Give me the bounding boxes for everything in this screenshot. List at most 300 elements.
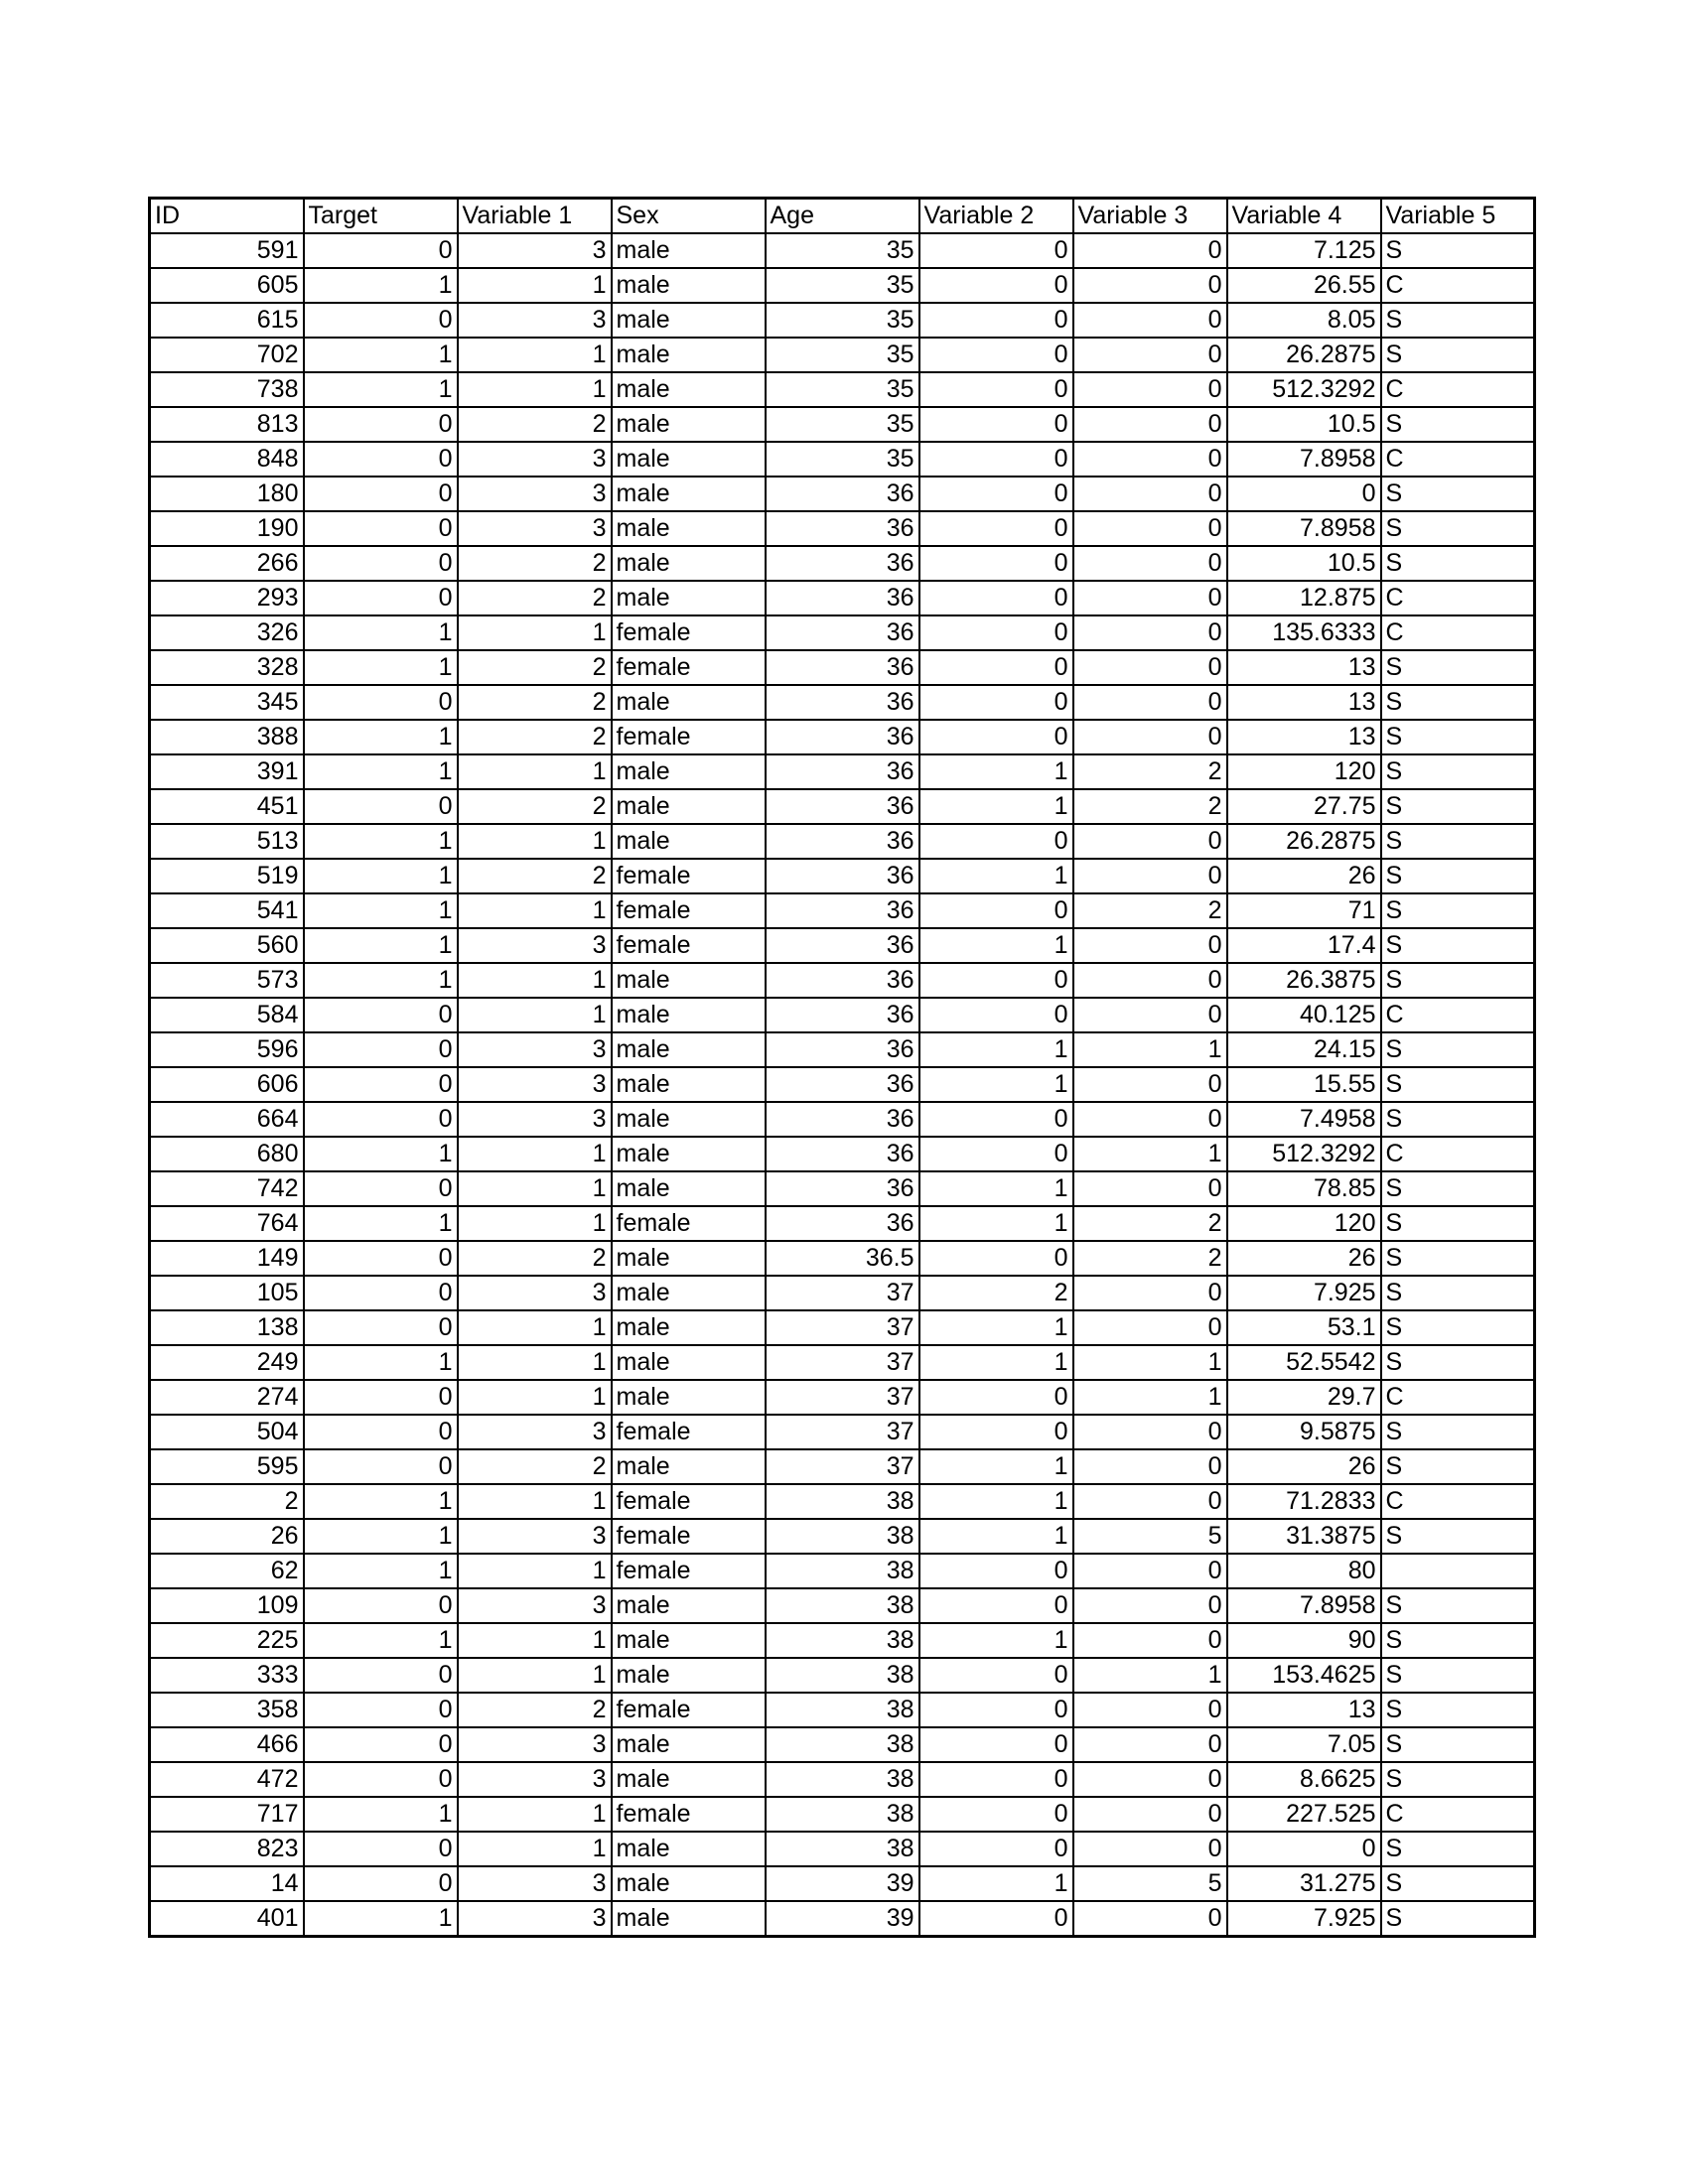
cell-variable-3: 0 xyxy=(1073,1484,1227,1519)
cell-id: 606 xyxy=(150,1067,304,1102)
cell-sex: female xyxy=(612,1415,766,1449)
cell-variable-1: 3 xyxy=(458,303,612,338)
cell-variable-3: 0 xyxy=(1073,615,1227,650)
cell-variable-4: 26 xyxy=(1227,1241,1381,1276)
cell-variable-3: 0 xyxy=(1073,650,1227,685)
cell-variable-3: 0 xyxy=(1073,1832,1227,1866)
cell-variable-1: 3 xyxy=(458,1588,612,1623)
cell-variable-3: 0 xyxy=(1073,1102,1227,1137)
cell-variable-5: S xyxy=(1381,859,1535,893)
cell-variable-4: 24.15 xyxy=(1227,1032,1381,1067)
cell-age: 35 xyxy=(766,442,919,477)
table-row xyxy=(150,1623,1535,1658)
cell-sex: female xyxy=(612,1554,766,1588)
cell-target: 1 xyxy=(304,1484,458,1519)
cell-variable-3: 0 xyxy=(1073,1310,1227,1345)
cell-sex: male xyxy=(612,1832,766,1866)
cell-variable-1: 2 xyxy=(458,789,612,824)
cell-variable-4: 153.4625 xyxy=(1227,1658,1381,1693)
cell-target: 1 xyxy=(304,720,458,754)
cell-age: 38 xyxy=(766,1693,919,1727)
cell-variable-2: 1 xyxy=(919,1171,1073,1206)
cell-age: 38 xyxy=(766,1762,919,1797)
cell-variable-2: 0 xyxy=(919,1102,1073,1137)
cell-variable-3: 0 xyxy=(1073,338,1227,372)
cell-variable-4: 12.875 xyxy=(1227,581,1381,615)
cell-variable-4: 0 xyxy=(1227,1832,1381,1866)
table-row xyxy=(150,1693,1535,1727)
table-row xyxy=(150,1415,1535,1449)
cell-variable-2: 1 xyxy=(919,1623,1073,1658)
cell-variable-4: 26.2875 xyxy=(1227,824,1381,859)
table-body xyxy=(150,233,1535,1937)
cell-variable-3: 1 xyxy=(1073,1345,1227,1380)
cell-target: 0 xyxy=(304,998,458,1032)
cell-variable-5: S xyxy=(1381,685,1535,720)
table-row xyxy=(150,789,1535,824)
cell-variable-2: 1 xyxy=(919,1310,1073,1345)
table-row xyxy=(150,511,1535,546)
cell-variable-3: 1 xyxy=(1073,1032,1227,1067)
cell-sex: male xyxy=(612,1241,766,1276)
table-row xyxy=(150,1554,1535,1588)
cell-variable-5: S xyxy=(1381,1241,1535,1276)
cell-variable-3: 0 xyxy=(1073,1901,1227,1937)
cell-variable-3: 0 xyxy=(1073,1449,1227,1484)
table-row xyxy=(150,720,1535,754)
cell-variable-5 xyxy=(1381,1554,1535,1588)
cell-variable-2: 0 xyxy=(919,963,1073,998)
cell-id: 573 xyxy=(150,963,304,998)
table-row xyxy=(150,859,1535,893)
cell-variable-4: 7.8958 xyxy=(1227,511,1381,546)
cell-target: 0 xyxy=(304,1032,458,1067)
cell-variable-3: 1 xyxy=(1073,1137,1227,1171)
cell-target: 0 xyxy=(304,1415,458,1449)
cell-variable-1: 2 xyxy=(458,581,612,615)
cell-id: 345 xyxy=(150,685,304,720)
cell-variable-3: 2 xyxy=(1073,789,1227,824)
cell-variable-2: 1 xyxy=(919,1449,1073,1484)
cell-sex: male xyxy=(612,963,766,998)
cell-variable-1: 1 xyxy=(458,1832,612,1866)
cell-sex: male xyxy=(612,998,766,1032)
table-row xyxy=(150,1137,1535,1171)
cell-id: 764 xyxy=(150,1206,304,1241)
cell-id: 138 xyxy=(150,1310,304,1345)
cell-variable-3: 0 xyxy=(1073,685,1227,720)
cell-variable-2: 1 xyxy=(919,1484,1073,1519)
cell-variable-1: 3 xyxy=(458,1519,612,1554)
cell-age: 36 xyxy=(766,928,919,963)
cell-id: 401 xyxy=(150,1901,304,1937)
table-row xyxy=(150,1449,1535,1484)
cell-id: 664 xyxy=(150,1102,304,1137)
cell-variable-5: S xyxy=(1381,1415,1535,1449)
cell-variable-4: 135.6333 xyxy=(1227,615,1381,650)
cell-variable-3: 0 xyxy=(1073,1797,1227,1832)
table-row xyxy=(150,1832,1535,1866)
cell-sex: male xyxy=(612,233,766,268)
cell-variable-1: 1 xyxy=(458,1554,612,1588)
cell-age: 36 xyxy=(766,650,919,685)
cell-variable-3: 0 xyxy=(1073,477,1227,511)
cell-sex: female xyxy=(612,615,766,650)
cell-age: 35 xyxy=(766,268,919,303)
cell-sex: male xyxy=(612,1901,766,1937)
cell-sex: male xyxy=(612,1067,766,1102)
cell-variable-2: 1 xyxy=(919,1206,1073,1241)
cell-sex: male xyxy=(612,1345,766,1380)
cell-age: 36 xyxy=(766,511,919,546)
cell-variable-5: S xyxy=(1381,963,1535,998)
cell-id: 605 xyxy=(150,268,304,303)
cell-variable-5: C xyxy=(1381,1380,1535,1415)
cell-variable-5: S xyxy=(1381,1866,1535,1901)
cell-variable-1: 1 xyxy=(458,1380,612,1415)
table-row xyxy=(150,1797,1535,1832)
cell-target: 0 xyxy=(304,789,458,824)
cell-target: 0 xyxy=(304,1449,458,1484)
cell-variable-4: 7.125 xyxy=(1227,233,1381,268)
cell-variable-5: S xyxy=(1381,546,1535,581)
cell-variable-4: 78.85 xyxy=(1227,1171,1381,1206)
cell-variable-5: S xyxy=(1381,928,1535,963)
cell-age: 38 xyxy=(766,1832,919,1866)
cell-target: 1 xyxy=(304,268,458,303)
cell-variable-3: 0 xyxy=(1073,720,1227,754)
cell-sex: male xyxy=(612,685,766,720)
cell-id: 62 xyxy=(150,1554,304,1588)
cell-variable-5: S xyxy=(1381,511,1535,546)
cell-variable-4: 31.275 xyxy=(1227,1866,1381,1901)
cell-target: 0 xyxy=(304,1588,458,1623)
cell-age: 38 xyxy=(766,1554,919,1588)
data-table xyxy=(148,197,1536,1938)
cell-sex: female xyxy=(612,928,766,963)
cell-target: 1 xyxy=(304,1519,458,1554)
cell-variable-2: 0 xyxy=(919,1658,1073,1693)
cell-sex: male xyxy=(612,824,766,859)
cell-id: 596 xyxy=(150,1032,304,1067)
cell-sex: male xyxy=(612,754,766,789)
cell-variable-2: 1 xyxy=(919,859,1073,893)
cell-variable-2: 0 xyxy=(919,615,1073,650)
table-row xyxy=(150,1276,1535,1310)
table-row xyxy=(150,998,1535,1032)
cell-age: 35 xyxy=(766,233,919,268)
cell-id: 266 xyxy=(150,546,304,581)
cell-sex: male xyxy=(612,1171,766,1206)
cell-sex: male xyxy=(612,1866,766,1901)
cell-variable-3: 0 xyxy=(1073,1276,1227,1310)
cell-variable-4: 40.125 xyxy=(1227,998,1381,1032)
cell-sex: male xyxy=(612,789,766,824)
table-row xyxy=(150,824,1535,859)
cell-sex: male xyxy=(612,477,766,511)
cell-sex: male xyxy=(612,581,766,615)
cell-sex: female xyxy=(612,1519,766,1554)
cell-target: 1 xyxy=(304,859,458,893)
cell-variable-1: 3 xyxy=(458,511,612,546)
cell-variable-3: 2 xyxy=(1073,1241,1227,1276)
cell-variable-1: 1 xyxy=(458,1484,612,1519)
cell-sex: male xyxy=(612,1137,766,1171)
table-row xyxy=(150,407,1535,442)
cell-sex: female xyxy=(612,1206,766,1241)
cell-variable-1: 1 xyxy=(458,1797,612,1832)
cell-variable-3: 0 xyxy=(1073,1727,1227,1762)
cell-variable-2: 0 xyxy=(919,1554,1073,1588)
column-header-variable-5: Variable 5 xyxy=(1381,199,1535,234)
cell-variable-3: 0 xyxy=(1073,928,1227,963)
cell-variable-2: 0 xyxy=(919,1241,1073,1276)
cell-target: 1 xyxy=(304,928,458,963)
cell-target: 1 xyxy=(304,1137,458,1171)
cell-id: 109 xyxy=(150,1588,304,1623)
cell-variable-1: 1 xyxy=(458,1137,612,1171)
cell-age: 37 xyxy=(766,1310,919,1345)
cell-variable-2: 1 xyxy=(919,1866,1073,1901)
cell-variable-2: 0 xyxy=(919,1380,1073,1415)
cell-variable-4: 120 xyxy=(1227,754,1381,789)
cell-id: 615 xyxy=(150,303,304,338)
cell-variable-4: 71 xyxy=(1227,893,1381,928)
cell-variable-4: 13 xyxy=(1227,1693,1381,1727)
cell-target: 0 xyxy=(304,1276,458,1310)
cell-variable-3: 0 xyxy=(1073,1588,1227,1623)
cell-target: 1 xyxy=(304,1623,458,1658)
cell-age: 37 xyxy=(766,1276,919,1310)
cell-variable-5: C xyxy=(1381,372,1535,407)
cell-variable-1: 1 xyxy=(458,372,612,407)
cell-age: 38 xyxy=(766,1519,919,1554)
cell-variable-5: C xyxy=(1381,1797,1535,1832)
cell-variable-2: 0 xyxy=(919,998,1073,1032)
cell-variable-4: 26.55 xyxy=(1227,268,1381,303)
cell-age: 38 xyxy=(766,1623,919,1658)
table-row xyxy=(150,650,1535,685)
cell-variable-5: S xyxy=(1381,1727,1535,1762)
cell-age: 36 xyxy=(766,893,919,928)
cell-id: 541 xyxy=(150,893,304,928)
cell-id: 249 xyxy=(150,1345,304,1380)
cell-variable-5: S xyxy=(1381,1588,1535,1623)
cell-age: 36 xyxy=(766,1032,919,1067)
column-header-variable-1: Variable 1 xyxy=(458,199,612,234)
cell-variable-4: 26 xyxy=(1227,1449,1381,1484)
cell-variable-5: S xyxy=(1381,650,1535,685)
column-header-variable-2: Variable 2 xyxy=(919,199,1073,234)
cell-target: 0 xyxy=(304,1171,458,1206)
cell-variable-1: 2 xyxy=(458,1241,612,1276)
cell-age: 38 xyxy=(766,1797,919,1832)
cell-variable-2: 0 xyxy=(919,720,1073,754)
cell-id: 333 xyxy=(150,1658,304,1693)
table-row xyxy=(150,442,1535,477)
cell-target: 0 xyxy=(304,477,458,511)
table-row xyxy=(150,268,1535,303)
cell-variable-4: 7.8958 xyxy=(1227,442,1381,477)
cell-age: 36 xyxy=(766,1137,919,1171)
cell-target: 0 xyxy=(304,1241,458,1276)
cell-id: 717 xyxy=(150,1797,304,1832)
cell-target: 0 xyxy=(304,442,458,477)
cell-target: 0 xyxy=(304,1866,458,1901)
cell-variable-2: 1 xyxy=(919,1032,1073,1067)
cell-variable-1: 1 xyxy=(458,963,612,998)
cell-sex: male xyxy=(612,268,766,303)
cell-id: 149 xyxy=(150,1241,304,1276)
cell-age: 39 xyxy=(766,1866,919,1901)
cell-variable-3: 0 xyxy=(1073,963,1227,998)
cell-variable-1: 2 xyxy=(458,720,612,754)
cell-age: 36 xyxy=(766,615,919,650)
table-row xyxy=(150,1380,1535,1415)
cell-age: 35 xyxy=(766,338,919,372)
cell-age: 38 xyxy=(766,1484,919,1519)
cell-variable-2: 0 xyxy=(919,685,1073,720)
cell-sex: female xyxy=(612,893,766,928)
cell-variable-1: 1 xyxy=(458,1310,612,1345)
cell-age: 38 xyxy=(766,1588,919,1623)
cell-variable-3: 0 xyxy=(1073,1067,1227,1102)
cell-target: 1 xyxy=(304,824,458,859)
cell-target: 0 xyxy=(304,1658,458,1693)
cell-variable-3: 0 xyxy=(1073,546,1227,581)
cell-variable-2: 0 xyxy=(919,268,1073,303)
cell-variable-5: S xyxy=(1381,1345,1535,1380)
cell-variable-5: S xyxy=(1381,1519,1535,1554)
cell-id: 595 xyxy=(150,1449,304,1484)
table-row xyxy=(150,1032,1535,1067)
cell-variable-5: S xyxy=(1381,824,1535,859)
cell-id: 813 xyxy=(150,407,304,442)
cell-id: 504 xyxy=(150,1415,304,1449)
cell-target: 0 xyxy=(304,1067,458,1102)
cell-id: 391 xyxy=(150,754,304,789)
cell-variable-5: S xyxy=(1381,1658,1535,1693)
cell-variable-2: 0 xyxy=(919,546,1073,581)
cell-age: 37 xyxy=(766,1345,919,1380)
cell-id: 584 xyxy=(150,998,304,1032)
cell-variable-3: 0 xyxy=(1073,1762,1227,1797)
table-row xyxy=(150,1241,1535,1276)
cell-variable-1: 3 xyxy=(458,442,612,477)
table-row xyxy=(150,1588,1535,1623)
cell-target: 0 xyxy=(304,1380,458,1415)
cell-variable-1: 3 xyxy=(458,928,612,963)
cell-variable-2: 0 xyxy=(919,1727,1073,1762)
table-row xyxy=(150,928,1535,963)
table-row xyxy=(150,1484,1535,1519)
cell-variable-1: 2 xyxy=(458,407,612,442)
table-row xyxy=(150,372,1535,407)
cell-id: 26 xyxy=(150,1519,304,1554)
cell-variable-3: 5 xyxy=(1073,1866,1227,1901)
cell-sex: male xyxy=(612,1762,766,1797)
cell-variable-2: 1 xyxy=(919,754,1073,789)
cell-age: 36 xyxy=(766,754,919,789)
cell-variable-4: 90 xyxy=(1227,1623,1381,1658)
cell-variable-5: S xyxy=(1381,1693,1535,1727)
cell-variable-5: C xyxy=(1381,581,1535,615)
cell-variable-1: 1 xyxy=(458,1345,612,1380)
cell-variable-2: 0 xyxy=(919,477,1073,511)
cell-variable-1: 1 xyxy=(458,754,612,789)
cell-age: 36 xyxy=(766,1102,919,1137)
cell-id: 180 xyxy=(150,477,304,511)
cell-variable-3: 2 xyxy=(1073,1206,1227,1241)
cell-variable-2: 0 xyxy=(919,372,1073,407)
cell-variable-3: 0 xyxy=(1073,998,1227,1032)
cell-variable-2: 1 xyxy=(919,928,1073,963)
cell-variable-2: 0 xyxy=(919,1832,1073,1866)
cell-id: 513 xyxy=(150,824,304,859)
table-row xyxy=(150,303,1535,338)
cell-variable-4: 52.5542 xyxy=(1227,1345,1381,1380)
cell-variable-3: 0 xyxy=(1073,581,1227,615)
cell-variable-4: 15.55 xyxy=(1227,1067,1381,1102)
cell-target: 0 xyxy=(304,1727,458,1762)
cell-id: 388 xyxy=(150,720,304,754)
cell-variable-3: 0 xyxy=(1073,1554,1227,1588)
cell-variable-5: S xyxy=(1381,1762,1535,1797)
cell-variable-2: 0 xyxy=(919,893,1073,928)
cell-target: 0 xyxy=(304,546,458,581)
cell-variable-4: 227.525 xyxy=(1227,1797,1381,1832)
cell-variable-5: S xyxy=(1381,477,1535,511)
cell-sex: male xyxy=(612,1380,766,1415)
cell-variable-5: C xyxy=(1381,998,1535,1032)
cell-variable-3: 0 xyxy=(1073,1415,1227,1449)
cell-variable-5: S xyxy=(1381,1032,1535,1067)
cell-variable-2: 0 xyxy=(919,511,1073,546)
cell-variable-2: 0 xyxy=(919,1693,1073,1727)
table-row xyxy=(150,233,1535,268)
cell-target: 1 xyxy=(304,1554,458,1588)
cell-variable-1: 3 xyxy=(458,233,612,268)
cell-sex: female xyxy=(612,859,766,893)
cell-variable-5: S xyxy=(1381,1067,1535,1102)
cell-variable-4: 26.3875 xyxy=(1227,963,1381,998)
cell-variable-1: 1 xyxy=(458,893,612,928)
cell-variable-1: 1 xyxy=(458,998,612,1032)
cell-sex: female xyxy=(612,1797,766,1832)
table-row xyxy=(150,477,1535,511)
cell-id: 680 xyxy=(150,1137,304,1171)
cell-age: 35 xyxy=(766,303,919,338)
cell-variable-3: 0 xyxy=(1073,511,1227,546)
cell-variable-3: 0 xyxy=(1073,1171,1227,1206)
cell-id: 560 xyxy=(150,928,304,963)
cell-age: 37 xyxy=(766,1380,919,1415)
cell-variable-4: 26.2875 xyxy=(1227,338,1381,372)
cell-variable-4: 26 xyxy=(1227,859,1381,893)
cell-id: 472 xyxy=(150,1762,304,1797)
column-header-sex: Sex xyxy=(612,199,766,234)
cell-variable-1: 3 xyxy=(458,477,612,511)
cell-target: 1 xyxy=(304,650,458,685)
cell-id: 702 xyxy=(150,338,304,372)
cell-variable-3: 0 xyxy=(1073,407,1227,442)
cell-variable-3: 0 xyxy=(1073,824,1227,859)
cell-variable-4: 0 xyxy=(1227,477,1381,511)
cell-sex: male xyxy=(612,1588,766,1623)
cell-age: 36 xyxy=(766,789,919,824)
cell-variable-2: 0 xyxy=(919,1762,1073,1797)
cell-variable-1: 1 xyxy=(458,1206,612,1241)
